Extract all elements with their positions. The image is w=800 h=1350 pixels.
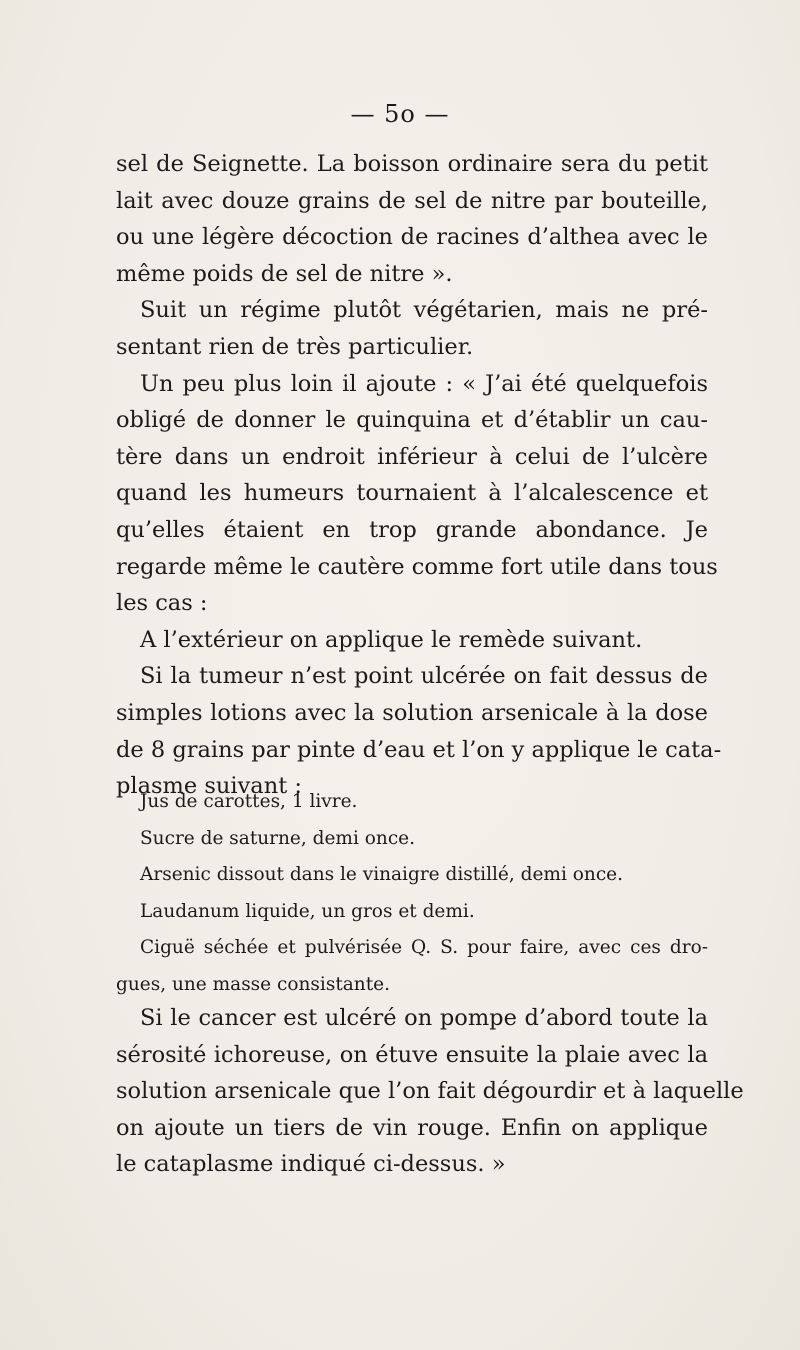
- text-line: solution arsenicale que l’on fait dégourdir et à laquelle: [116, 1078, 744, 1105]
- text-line: regarde même le cautère comme fort utile dans tous: [116, 553, 718, 580]
- recipe-item: Ciguë séchée et pulvérisée Q. S. pour faire, avec ces dro-: [140, 937, 708, 958]
- text-line: Si la tumeur n’est point ulcérée on fait dessus de: [140, 663, 708, 690]
- text-line: sérosité ichoreuse, on étuve ensuite la plaie avec la: [116, 1041, 708, 1068]
- text-line: simples lotions avec la solution arsenicale à la dose: [116, 699, 708, 726]
- text-line: on ajoute un tiers de vin rouge. Enfin on applique: [116, 1114, 708, 1141]
- text-line: lait avec douze grains de sel de nitre par bouteille,: [116, 187, 708, 214]
- recipe-item: Jus de carottes, 1 livre.: [140, 791, 358, 812]
- text-line: plasme suivant :: [116, 773, 302, 800]
- recipe-item: gues, une masse consistante.: [116, 973, 390, 995]
- text-line: le cataplasme indiqué ci-dessus. »: [116, 1151, 506, 1178]
- recipe-item: Sucre de saturne, demi once.: [140, 827, 416, 849]
- text-line: A l’extérieur on applique le remède suivant.: [140, 626, 643, 653]
- text-line: les cas :: [116, 590, 208, 617]
- text-line: de 8 grains par pinte d’eau et l’on y applique le cata-: [116, 736, 722, 763]
- text-line: Un peu plus loin il ajoute : « J’ai été quelquefois: [140, 370, 708, 397]
- text-line: ou une légère décoction de racines d’althea avec le: [116, 224, 708, 251]
- text-line: qu’elles étaient en trop grande abondance. Je: [116, 516, 708, 543]
- closing-text: [116, 1000, 744, 1183]
- recipe-list: [116, 784, 708, 1003]
- text-line: Si le cancer est ulcéré on pompe d’abord toute la: [140, 1005, 708, 1031]
- recipe-item: Laudanum liquide, un gros et demi.: [140, 900, 475, 922]
- text-line: Suit un régime plutôt végétarien, mais ne pré-: [140, 297, 708, 324]
- text-line: sentant rien de très particulier.: [116, 333, 474, 360]
- text-line: sel de Seignette. La boisson ordinaire sera du petit: [116, 151, 708, 177]
- recipe-item: Arsenic dissout dans le vinaigre distillé, demi once.: [140, 864, 624, 885]
- text-line: tère dans un endroit inférieur à celui de l’ulcère: [116, 443, 708, 470]
- text-line: même poids de sel de nitre ».: [116, 260, 453, 287]
- text-line: quand les humeurs tournaient à l’alcalescence et: [116, 480, 708, 507]
- text-line: obligé de donner le quinquina et d’établir un cau-: [116, 407, 708, 434]
- page-number: — 5o —: [350, 100, 450, 128]
- main-text: [116, 146, 722, 805]
